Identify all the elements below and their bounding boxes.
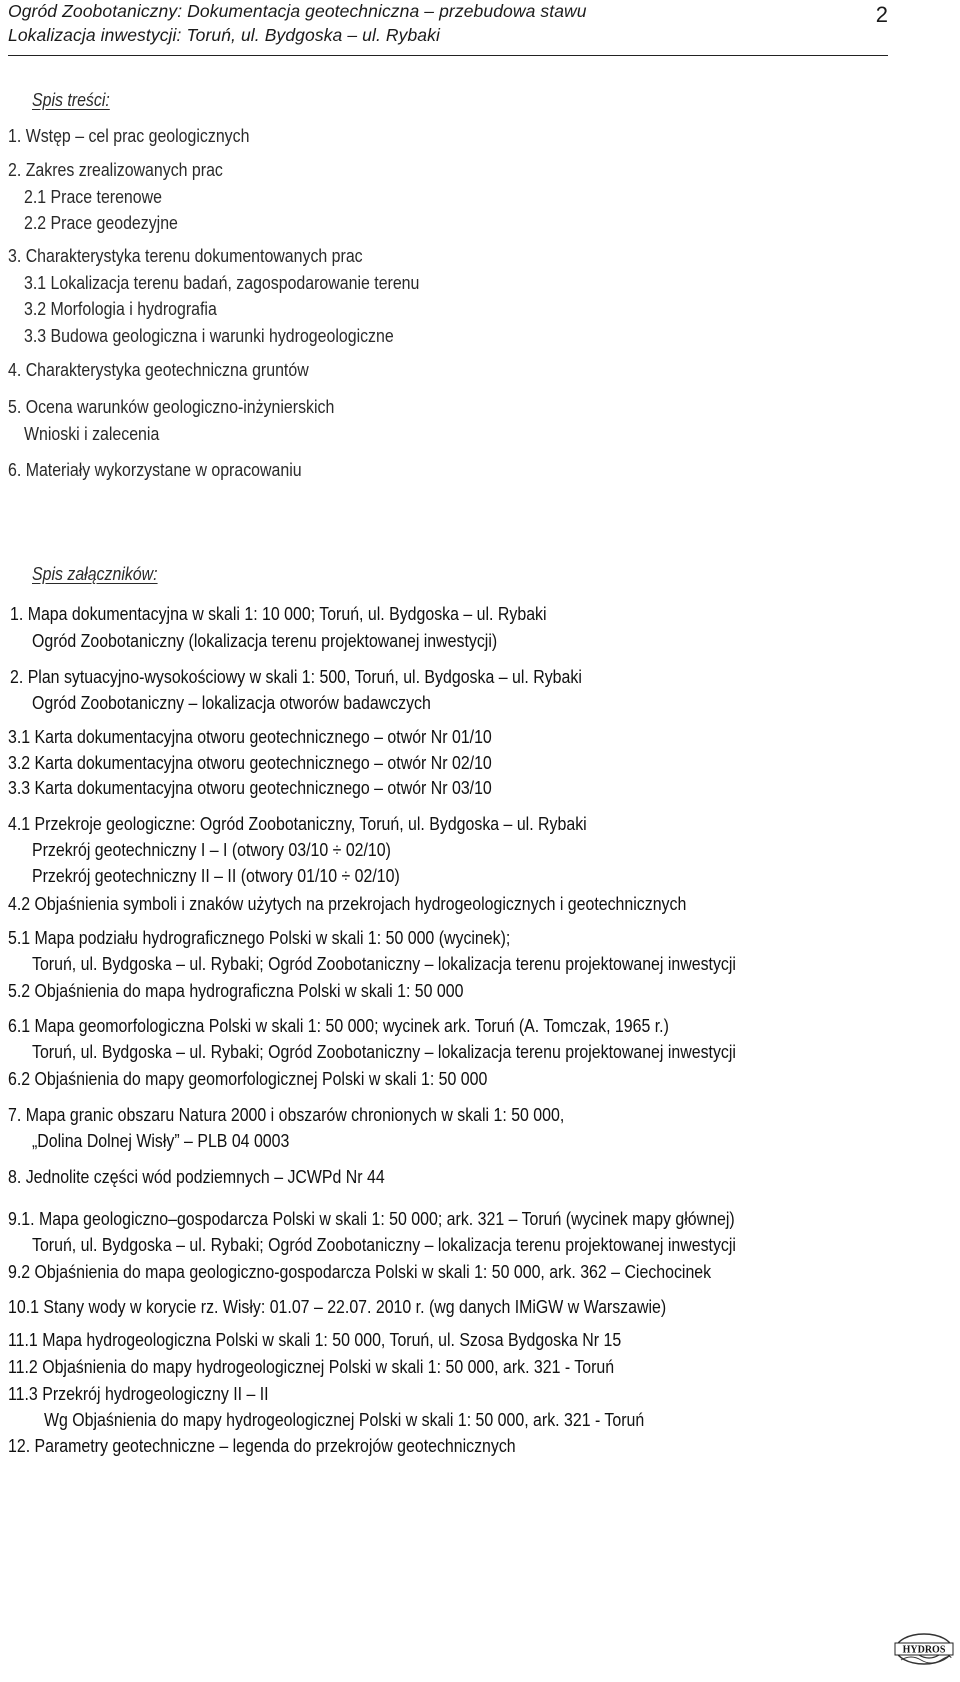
attachment-item: 8. Jednolite części wód podziemnych – JCWPd Nr 44 bbox=[8, 1166, 385, 1187]
attachment-item: 10.1 Stany wody w korycie rz. Wisły: 01.07 – 22.07. 2010 r. (wg danych IMiGW w Warszawie) bbox=[8, 1296, 667, 1317]
attachments-heading: Spis załączników: bbox=[32, 563, 158, 584]
attachment-item: Przekrój geotechniczny II – II (otwory 01/10 ÷ 02/10) bbox=[32, 865, 400, 886]
attachment-item: 6.2 Objaśnienia do mapy geomorfologicznej Polski w skali 1: 50 000 bbox=[8, 1068, 488, 1089]
attachment-item: Toruń, ul. Bydgoska – ul. Rybaki; Ogród Zoobotaniczny – lokalizacja terenu projektowanej inwestycji bbox=[32, 1041, 736, 1062]
toc-item: 3.2 Morfologia i hydrografia bbox=[24, 298, 217, 319]
attachment-item: 4.1 Przekroje geologiczne: Ogród Zoobotaniczny, Toruń, ul. Bydgoska – ul. Rybaki bbox=[8, 813, 587, 834]
attachment-item: 3.2 Karta dokumentacyjna otworu geotechnicznego – otwór Nr 02/10 bbox=[8, 752, 492, 773]
attachment-item: Ogród Zoobotaniczny (lokalizacja terenu projektowanej inwestycji) bbox=[32, 630, 498, 651]
attachment-item: 5.2 Objaśnienia do mapa hydrograficzna Polski w skali 1: 50 000 bbox=[8, 980, 464, 1001]
attachment-item: „Dolina Dolnej Wisły” – PLB 04 0003 bbox=[32, 1130, 290, 1151]
attachment-item: Ogród Zoobotaniczny – lokalizacja otworów badawczych bbox=[32, 692, 431, 713]
toc-item: 2.2 Prace geodezyjne bbox=[24, 212, 178, 233]
toc-item: Wnioski i zalecenia bbox=[24, 423, 160, 444]
attachment-item: 4.2 Objaśnienia symboli i znaków użytych na przekrojach hydrogeologicznych i geotechnicznych bbox=[8, 893, 687, 914]
attachment-item: 3.1 Karta dokumentacyjna otworu geotechnicznego – otwór Nr 01/10 bbox=[8, 726, 492, 747]
header-title: Ogród Zoobotaniczny: Dokumentacja geotechniczna – przebudowa stawu bbox=[8, 1, 587, 21]
toc-item: 3.1 Lokalizacja terenu badań, zagospodarowanie terenu bbox=[24, 272, 420, 293]
attachment-item: 3.3 Karta dokumentacyjna otworu geotechnicznego – otwór Nr 03/10 bbox=[8, 777, 492, 798]
toc-heading: Spis treści: bbox=[32, 89, 110, 110]
toc-item: 2.1 Prace terenowe bbox=[24, 186, 162, 207]
attachment-item: 9.2 Objaśnienia do mapa geologiczno-gospodarcza Polski w skali 1: 50 000, ark. 362 – Ciechocinek bbox=[8, 1261, 712, 1282]
attachment-item: 11.2 Objaśnienia do mapy hydrogeologicznej Polski w skali 1: 50 000, ark. 321 - Toruń bbox=[8, 1356, 615, 1377]
toc-item: 1. Wstęp – cel prac geologicznych bbox=[8, 125, 250, 146]
attachment-item: 11.1 Mapa hydrogeologiczna Polski w skali 1: 50 000, Toruń, ul. Szosa Bydgoska Nr 15 bbox=[8, 1329, 622, 1350]
toc-item: 3.3 Budowa geologiczna i warunki hydrogeologiczne bbox=[24, 325, 394, 346]
attachment-item: Wg Objaśnienia do mapy hydrogeologicznej Polski w skali 1: 50 000, ark. 321 - Toruń bbox=[44, 1409, 645, 1430]
attachment-item: 1. Mapa dokumentacyjna w skali 1: 10 000; Toruń, ul. Bydgoska – ul. Rybaki bbox=[10, 603, 547, 624]
toc-item: 2. Zakres zrealizowanych prac bbox=[8, 159, 223, 180]
toc-item: 6. Materiały wykorzystane w opracowaniu bbox=[8, 459, 302, 480]
attachment-item: 12. Parametry geotechniczne – legenda do przekrojów geotechnicznych bbox=[8, 1435, 516, 1456]
toc-item: 4. Charakterystyka geotechniczna gruntów bbox=[8, 359, 309, 380]
page-header bbox=[8, 0, 888, 56]
attachment-item: 7. Mapa granic obszaru Natura 2000 i obszarów chronionych w skali 1: 50 000, bbox=[8, 1104, 565, 1125]
attachment-item: Przekrój geotechniczny I – I (otwory 03/10 ÷ 02/10) bbox=[32, 839, 391, 860]
attachment-item: Toruń, ul. Bydgoska – ul. Rybaki; Ogród Zoobotaniczny – lokalizacja terenu projektowanej inwestycji bbox=[32, 1234, 736, 1255]
hydros-logo bbox=[893, 1627, 955, 1673]
attachment-item: 9.1. Mapa geologiczno–gospodarcza Polski w skali 1: 50 000; ark. 321 – Toruń (wycinek mapy głównej) bbox=[8, 1208, 735, 1229]
svg-text:HYDROS: HYDROS bbox=[902, 1644, 946, 1656]
toc-item: 3. Charakterystyka terenu dokumentowanych prac bbox=[8, 245, 363, 266]
attachment-item: 11.3 Przekrój hydrogeologiczny II – II bbox=[8, 1383, 269, 1404]
toc-item: 5. Ocena warunków geologiczno-inżynierskich bbox=[8, 396, 335, 417]
page-number: 2 bbox=[875, 2, 888, 27]
attachment-item: Toruń, ul. Bydgoska – ul. Rybaki; Ogród Zoobotaniczny – lokalizacja terenu projektowanej inwestycji bbox=[32, 953, 736, 974]
attachment-item: 2. Plan sytuacyjno-wysokościowy w skali 1: 500, Toruń, ul. Bydgoska – ul. Rybaki bbox=[10, 666, 582, 687]
header-location: Lokalizacja inwestycji: Toruń, ul. Bydgoska – ul. Rybaki bbox=[8, 25, 440, 45]
attachment-item: 6.1 Mapa geomorfologiczna Polski w skali 1: 50 000; wycinek ark. Toruń (A. Tomczak, 1965 r.) bbox=[8, 1015, 669, 1036]
attachment-item: 5.1 Mapa podziału hydrograficznego Polski w skali 1: 50 000 (wycinek); bbox=[8, 927, 511, 948]
